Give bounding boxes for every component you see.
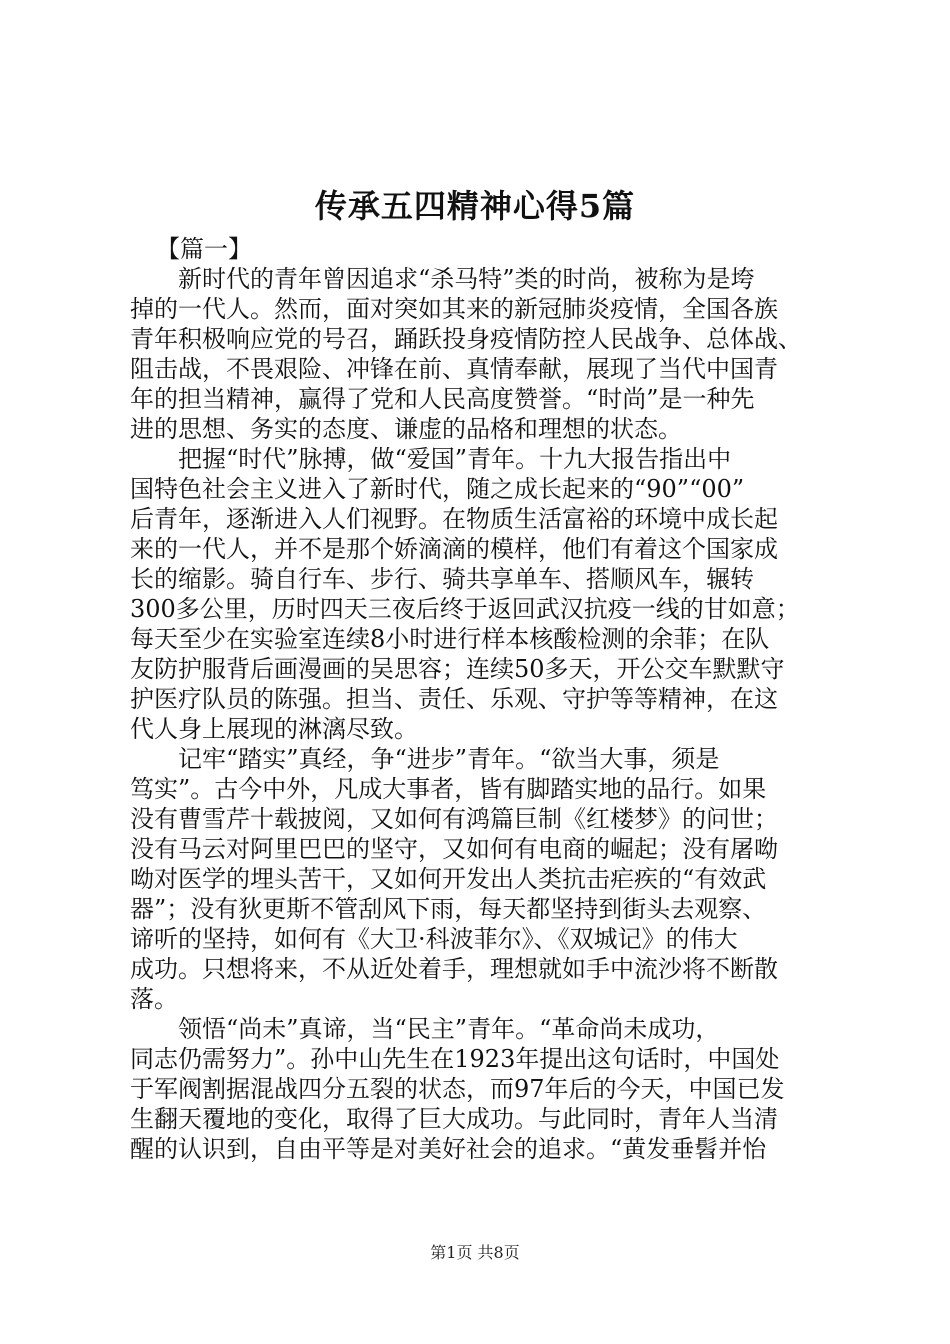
text-line: 300多公里，历时四天三夜后终于返回武汉抗疫一线的甘如意； bbox=[130, 595, 800, 623]
text-line: 每天至少在实验室连续8小时进行样本核酸检测的余菲；在队 bbox=[130, 625, 770, 653]
text-line: 没有曹雪芹十载披阅，又如何有鸿篇巨制《红楼梦》的问世； bbox=[130, 805, 778, 833]
text-line: 器”；没有狄更斯不管刮风下雨，每天都坚持到街头去观察、 bbox=[130, 895, 767, 923]
text-line: 友防护服背后画漫画的吴思容；连续50多天，开公交车默默守 bbox=[130, 655, 785, 683]
text-line: 进的思想、务实的态度、谦虚的品格和理想的状态。 bbox=[130, 415, 682, 443]
text-line: 成功。只想将来，不从近处着手，理想就如手中流沙将不断散 bbox=[130, 955, 778, 983]
text-line: 掉的一代人。然而，面对突如其来的新冠肺炎疫情，全国各族 bbox=[130, 295, 778, 323]
text-line: 同志仍需努力”。孙中山先生在1923年提出这句话时，中国处 bbox=[130, 1045, 780, 1073]
text-line: 把握“时代”脉搏，做“爱国”青年。十九大报告指出中 bbox=[130, 445, 732, 473]
text-line: 生翻天覆地的变化，取得了巨大成功。与此同时，青年人当清 bbox=[130, 1105, 778, 1133]
text-line: 青年积极响应党的号召，踊跃投身疫情防控人民战争、总体战、 bbox=[130, 325, 802, 353]
text-line: 阻击战，不畏艰险、冲锋在前、真情奉献，展现了当代中国青 bbox=[130, 355, 778, 383]
text-line: 呦对医学的埋头苦干，又如何开发出人类抗击疟疾的“有效武 bbox=[130, 865, 767, 893]
page-footer: 第1页 共8页 bbox=[430, 1243, 520, 1262]
text-line: 记牢“踏实”真经，争“进步”青年。“欲当大事，须是 bbox=[130, 745, 720, 773]
text-line: 年的担当精神，赢得了党和人民高度赞誉。“时尚”是一种先 bbox=[130, 385, 755, 413]
text-line: 没有马云对阿里巴巴的坚守，又如何有电商的崛起；没有屠呦 bbox=[130, 835, 778, 863]
text-line: 领悟“尚未”真谛，当“民主”青年。“革命尚未成功， bbox=[130, 1015, 720, 1043]
text-line: 落。 bbox=[130, 985, 178, 1013]
text-line: 于军阀割据混战四分五裂的状态，而97年后的今天，中国已发 bbox=[130, 1075, 785, 1103]
text-line: 代人身上展现的淋漓尽致。 bbox=[130, 715, 418, 743]
text-line: 来的一代人，并不是那个娇滴滴的模样，他们有着这个国家成 bbox=[130, 535, 778, 563]
text-line: 新时代的青年曾因追求“杀马特”类的时尚，被称为是垮 bbox=[130, 265, 755, 293]
page-title: 传承五四精神心得5篇 bbox=[314, 187, 636, 225]
paragraph-lines bbox=[130, 264, 830, 1164]
text-line: 国特色社会主义进入了新时代，随之成长起来的“90”“00” bbox=[130, 475, 745, 503]
document-body bbox=[130, 234, 830, 1164]
text-line: 后青年，逐渐进入人们视野。在物质生活富裕的环境中成长起 bbox=[130, 505, 778, 533]
text-line: 长的缩影。骑自行车、步行、骑共享单车、搭顺风车，辗转 bbox=[130, 565, 754, 593]
text-line: 醒的认识到，自由平等是对美好社会的追求。“黄发垂髫并怡 bbox=[130, 1135, 767, 1163]
section-label: 【篇一】 bbox=[156, 235, 252, 263]
text-line: 护医疗队员的陈强。担当、责任、乐观、守护等等精神，在这 bbox=[130, 685, 778, 713]
text-line: 谛听的坚持，如何有《大卫·科波菲尔》、《双城记》的伟大 bbox=[130, 925, 738, 953]
text-line: 笃实”。古今中外，凡成大事者，皆有脚踏实地的品行。如果 bbox=[130, 775, 767, 803]
